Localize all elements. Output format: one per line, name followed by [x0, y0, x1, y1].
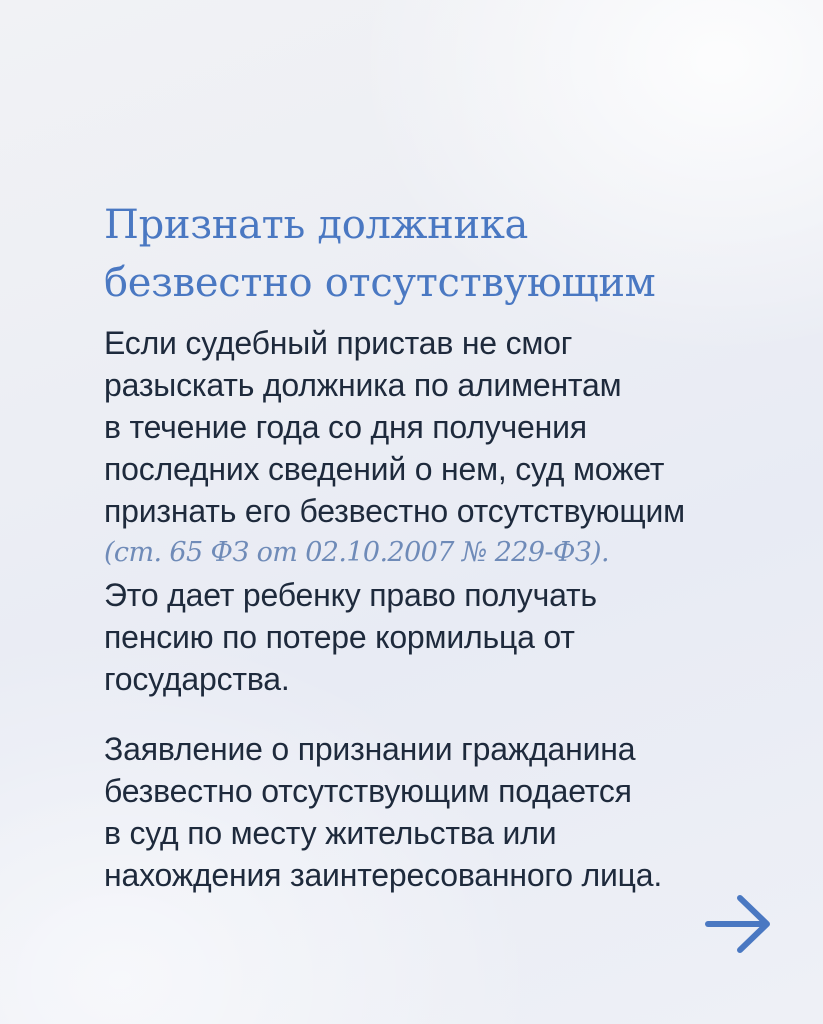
next-slide-button[interactable]	[704, 893, 774, 955]
paragraph-missing-debtor	[104, 322, 794, 700]
paragraph-line: государства.	[104, 661, 290, 697]
paragraph-line: пенсию по потере кормильца от	[104, 619, 575, 655]
title-line: безвестно отсутствующим	[104, 260, 656, 306]
paragraph-application	[104, 728, 794, 896]
paragraph-line: Если судебный пристав не смог	[104, 325, 573, 361]
paragraph-line: Заявление о признании гражданина	[104, 731, 636, 767]
arrow-right-icon	[704, 893, 774, 955]
paragraph-line: в суд по месту жительства или	[104, 815, 557, 851]
paragraph-line: разыскать должника по алиментам	[104, 367, 622, 403]
paragraph-line: безвестно отсутствующим подается	[104, 773, 632, 809]
paragraph-line: последних сведений о нем, суд может	[104, 451, 665, 487]
paragraph-line: в течение года со дня получения	[104, 409, 587, 445]
paragraph-line: признать его безвестно отсутствующим	[104, 493, 685, 529]
slide-title	[104, 196, 784, 312]
paragraph-line: Это дает ребенку право получать	[104, 577, 597, 613]
law-citation: (ст. 65 ФЗ от 02.10.2007 № 229-ФЗ).	[104, 537, 609, 568]
title-line: Признать должника	[104, 202, 529, 248]
paragraph-line: нахождения заинтересованного лица.	[104, 857, 663, 893]
